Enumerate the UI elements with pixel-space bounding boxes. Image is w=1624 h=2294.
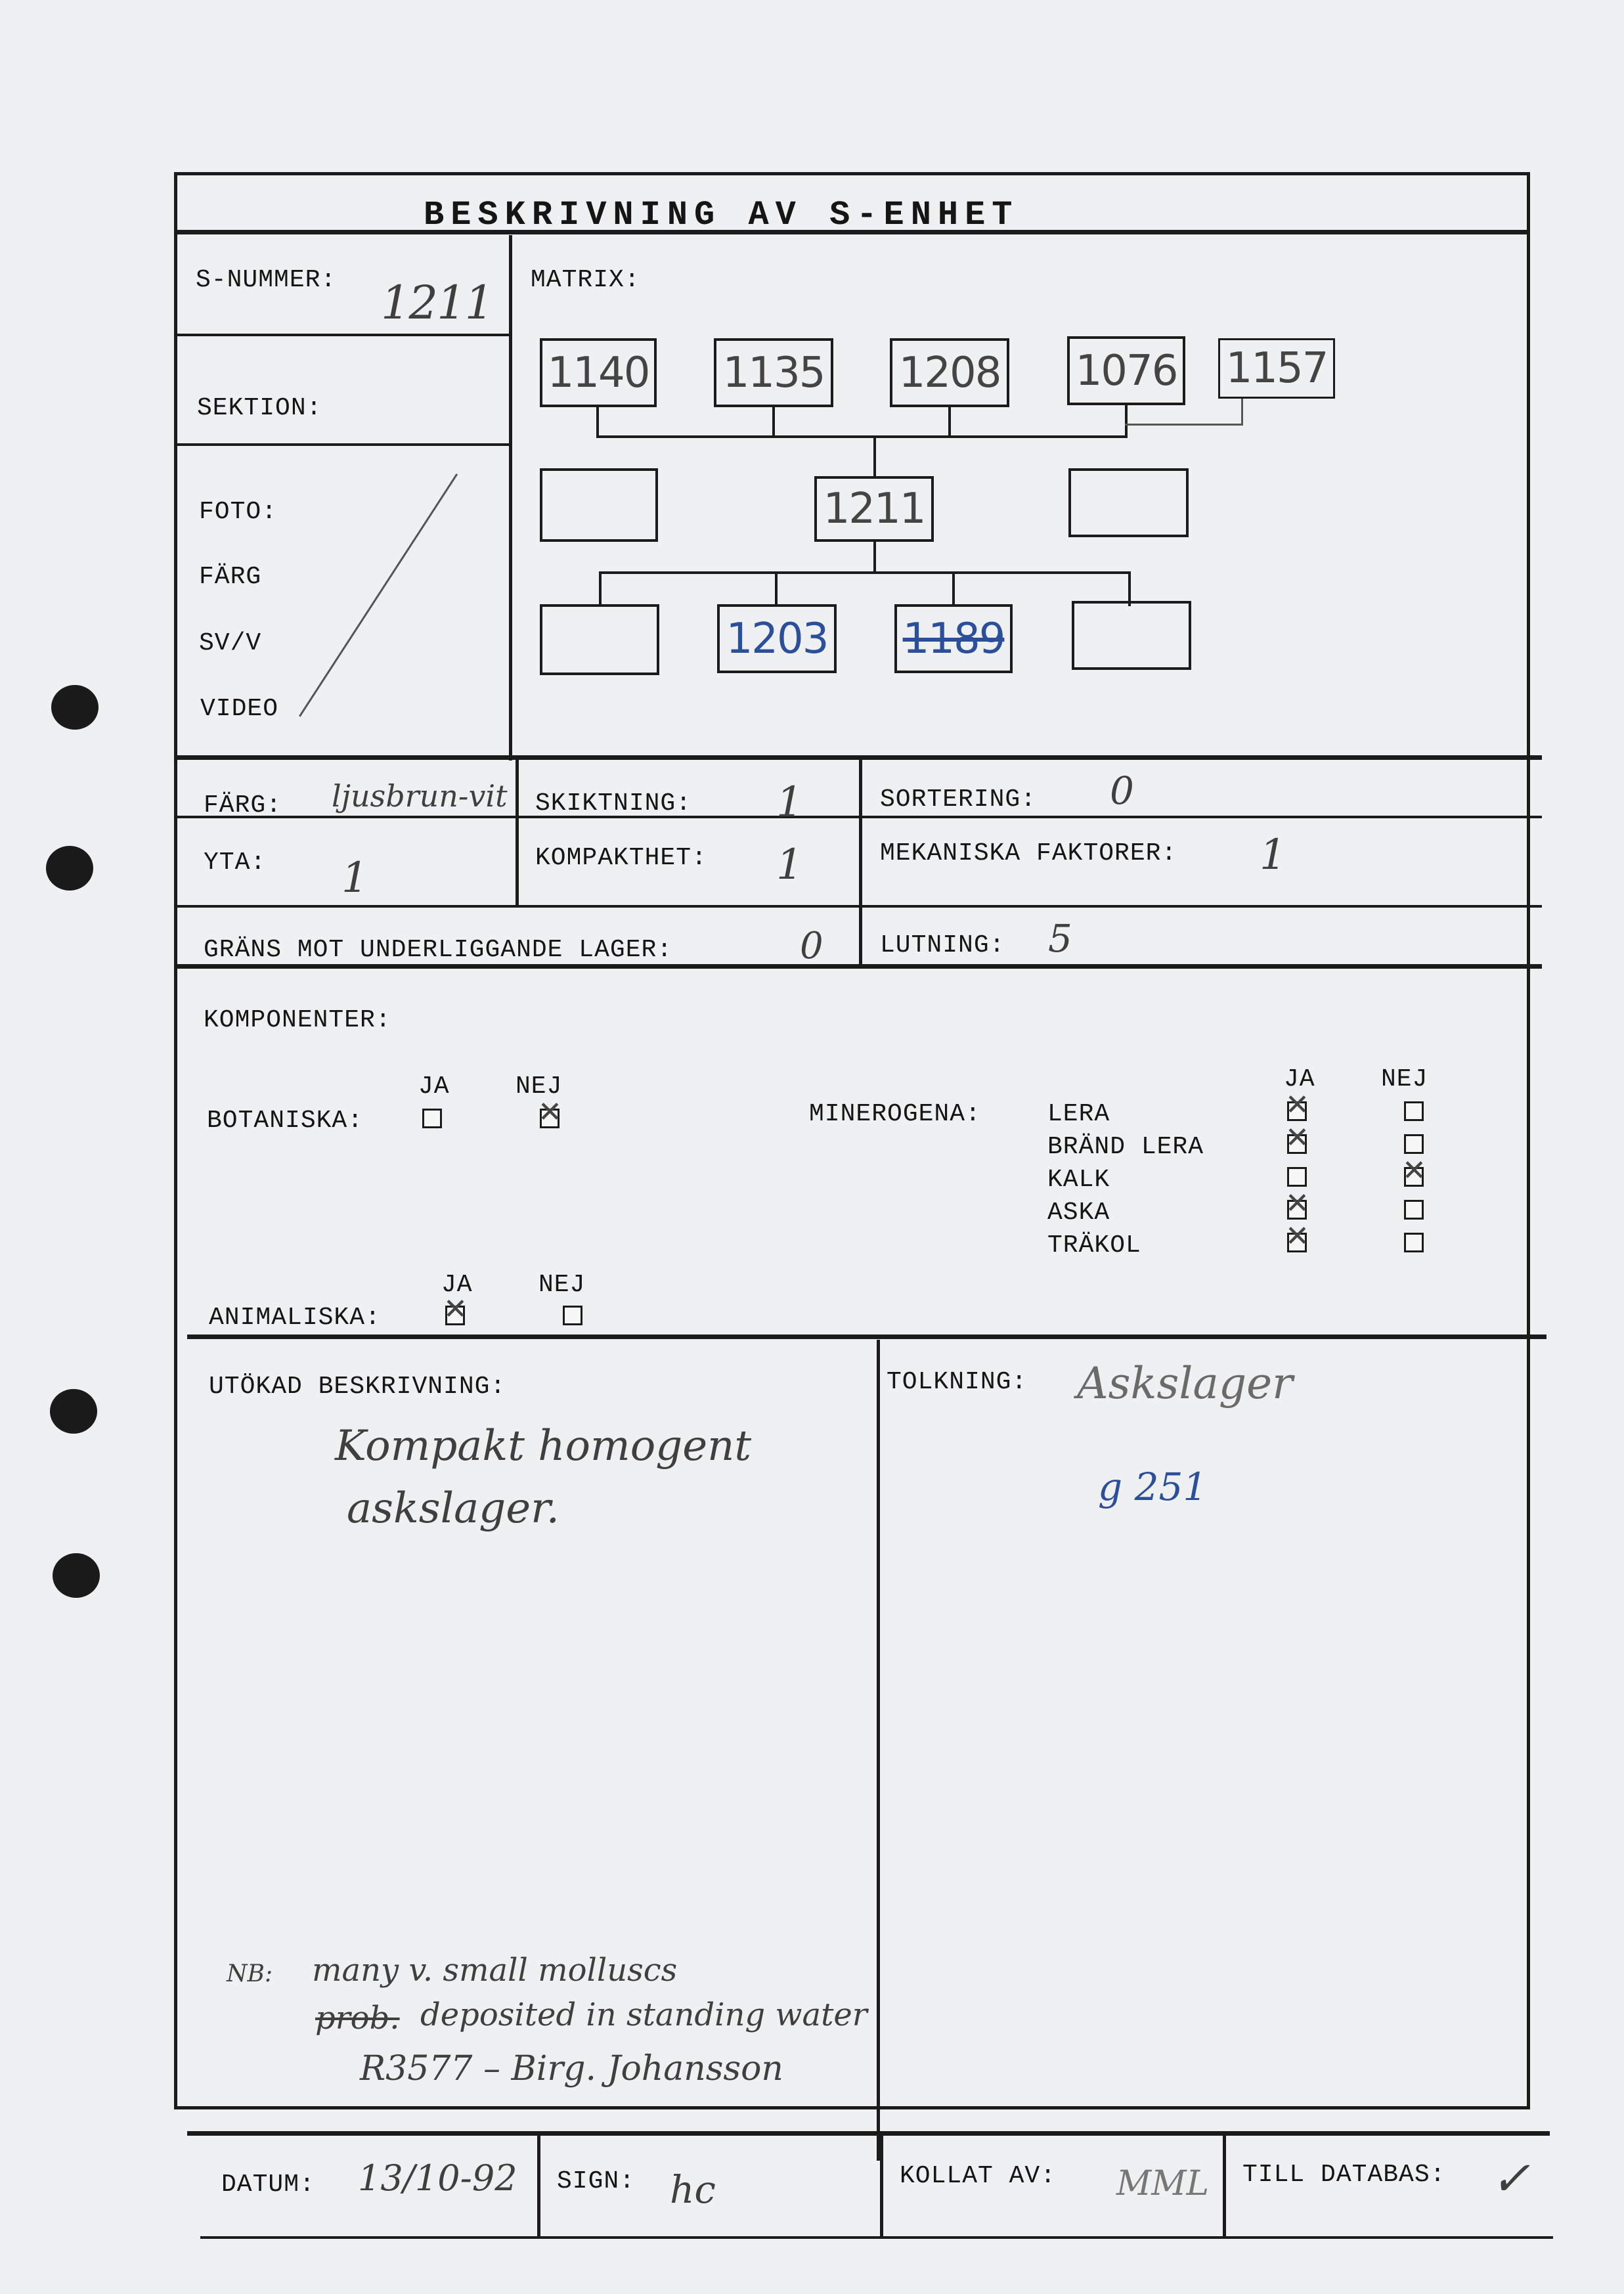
minerogena-item-label: KALK: [1047, 1166, 1110, 1194]
kompakthet-label: KOMPAKTHET:: [535, 844, 707, 872]
matrix-bottom-value: 1189: [902, 614, 1005, 663]
brand-lera-nej-checkbox[interactable]: [1404, 1134, 1424, 1154]
tolkning-label: TOLKNING:: [887, 1368, 1028, 1396]
yta-value[interactable]: 1: [341, 854, 368, 902]
animaliska-nej-checkbox[interactable]: [563, 1306, 582, 1325]
trakol-ja-checkbox[interactable]: [1285, 1220, 1309, 1253]
tolkning-ref[interactable]: g 251: [1098, 1465, 1208, 1509]
animaliska-nej-header: NEJ: [538, 1271, 586, 1299]
lutning-label: LUTNING:: [880, 931, 1005, 960]
divider: [187, 1334, 1547, 1339]
form-title: BESKRIVNING AV S-ENHET: [424, 196, 1019, 234]
check-mark-icon: ✕: [443, 1292, 468, 1326]
punch-hole: [46, 846, 93, 891]
mekaniska-value[interactable]: 1: [1260, 831, 1286, 879]
matrix-current-box[interactable]: 1211: [814, 476, 934, 542]
lera-ja-checkbox[interactable]: [1285, 1088, 1309, 1122]
connector: [1125, 424, 1243, 426]
animaliska-label: ANIMALISKA:: [209, 1304, 381, 1332]
video-label: VIDEO: [200, 695, 279, 723]
divider: [877, 1340, 880, 2161]
connector: [1241, 399, 1243, 425]
check-mark-icon: ✕: [1285, 1088, 1309, 1122]
connector: [596, 407, 599, 437]
matrix-top-box[interactable]: 1076: [1067, 336, 1185, 405]
check-mark-icon: ✕: [1285, 1220, 1309, 1253]
connector: [1125, 405, 1128, 437]
note-line-2[interactable]: deposited in standing water: [420, 1996, 867, 2033]
matrix-top-box[interactable]: 1135: [714, 338, 833, 407]
divider: [200, 2236, 1553, 2239]
sortering-value[interactable]: 0: [1110, 768, 1134, 813]
divider: [509, 235, 512, 761]
note-line-3[interactable]: R3577 – Birg. Johansson: [360, 2049, 783, 2088]
divider: [880, 2136, 883, 2238]
divider: [516, 760, 519, 906]
minerogena-item-label: LERA: [1047, 1100, 1110, 1128]
s-nummer-label: S-NUMMER:: [196, 266, 337, 294]
matrix-bottom-box[interactable]: [894, 604, 1013, 673]
aska-nej-checkbox[interactable]: [1404, 1200, 1424, 1220]
matrix-middle-box[interactable]: [540, 468, 658, 542]
connector: [873, 542, 876, 573]
kompakthet-value[interactable]: 1: [776, 841, 803, 889]
kollat-value[interactable]: MML: [1116, 2164, 1210, 2203]
brand-lera-ja-checkbox[interactable]: [1285, 1121, 1309, 1155]
mekaniska-label: MEKANISKA FAKTORER:: [880, 839, 1177, 868]
divider: [187, 2131, 1550, 2136]
komponenter-label: KOMPONENTER:: [204, 1006, 391, 1034]
divider: [177, 755, 1542, 760]
farg-value[interactable]: ljusbrun-vit: [332, 778, 508, 814]
botaniska-nej-checkbox[interactable]: [538, 1095, 562, 1129]
check-mark-icon: ✕: [1285, 1187, 1309, 1220]
sign-value[interactable]: hc: [670, 2167, 716, 2212]
utokad-label: UTÖKAD BESKRIVNING:: [209, 1373, 506, 1401]
matrix-top-box[interactable]: 1140: [540, 338, 657, 407]
divider: [537, 2136, 540, 2238]
sektion-label: SEKTION:: [197, 394, 322, 422]
botaniska-ja-header: JA: [418, 1072, 450, 1101]
note-struck: prob.: [315, 2000, 400, 2037]
matrix-bottom-box[interactable]: [540, 604, 659, 675]
databas-label: TILL DATABAS:: [1242, 2161, 1446, 2189]
note-line-1[interactable]: many v. small molluscs: [312, 1952, 678, 1989]
form-frame: [174, 172, 1530, 2109]
punch-hole: [51, 685, 99, 730]
punch-hole: [53, 1553, 100, 1598]
matrix-top-box[interactable]: 1208: [890, 338, 1009, 407]
connector: [873, 437, 876, 477]
minerogena-ja-header: JA: [1284, 1065, 1315, 1093]
aska-ja-checkbox[interactable]: [1285, 1187, 1309, 1220]
connector: [599, 571, 1131, 574]
sortering-label: SORTERING:: [880, 785, 1037, 814]
connector: [952, 571, 955, 606]
connector: [599, 571, 602, 606]
lera-nej-checkbox[interactable]: [1404, 1101, 1424, 1121]
s-nummer-value[interactable]: 1211: [381, 276, 493, 330]
matrix-middle-box[interactable]: [1068, 468, 1189, 537]
connector: [775, 571, 778, 606]
botaniska-ja-checkbox[interactable]: [422, 1109, 442, 1128]
divider: [859, 760, 862, 967]
connector: [948, 407, 951, 437]
skiktning-label: SKIKTNING:: [535, 789, 692, 818]
databas-check[interactable]: ✓: [1491, 2151, 1531, 2206]
matrix-extra-box[interactable]: 1157: [1218, 338, 1335, 399]
svv-label: SV/V: [199, 629, 262, 657]
utokad-line-1[interactable]: Kompakt homogent: [335, 1422, 752, 1470]
trakol-nej-checkbox[interactable]: [1404, 1233, 1424, 1252]
farg-label: FÄRG:: [204, 791, 282, 820]
animaliska-ja-checkbox[interactable]: [443, 1292, 468, 1326]
connector: [772, 407, 775, 437]
matrix-bottom-box[interactable]: 1203: [717, 604, 837, 673]
kalk-ja-checkbox[interactable]: [1287, 1167, 1307, 1187]
check-mark-icon: ✕: [1402, 1154, 1426, 1187]
minerogena-item-label: ASKA: [1047, 1199, 1110, 1227]
divider: [1223, 2136, 1226, 2238]
grans-label: GRÄNS MOT UNDERLIGGANDE LAGER:: [204, 936, 673, 964]
minerogena-item-label: BRÄND LERA: [1047, 1133, 1204, 1161]
punch-hole: [50, 1389, 97, 1434]
grans-value[interactable]: 0: [800, 925, 823, 967]
matrix-bottom-box[interactable]: [1072, 601, 1191, 670]
skiktning-value[interactable]: 1: [776, 778, 803, 827]
divider: [177, 334, 511, 336]
kalk-nej-checkbox[interactable]: [1402, 1154, 1426, 1187]
animaliska-ja-header: JA: [441, 1271, 473, 1299]
foto-label: FOTO:: [199, 498, 278, 526]
matrix-label: MATRIX:: [531, 266, 640, 294]
datum-value[interactable]: 13/10-92: [358, 2157, 517, 2199]
minerogena-nej-header: NEJ: [1381, 1065, 1428, 1093]
botaniska-label: BOTANISKA:: [207, 1107, 364, 1135]
utokad-line-2[interactable]: askslager.: [347, 1484, 560, 1533]
datum-label: DATUM:: [221, 2171, 315, 2199]
yta-label: YTA:: [204, 849, 267, 877]
title-divider: [177, 230, 1529, 234]
farg-photo-label: FÄRG: [199, 563, 262, 591]
minerogena-label: MINEROGENA:: [809, 1100, 981, 1128]
sign-label: SIGN:: [557, 2167, 636, 2195]
note-nb: NB:: [227, 1960, 273, 1987]
tolkning-value[interactable]: Askslager: [1077, 1358, 1293, 1409]
divider: [177, 443, 511, 446]
kollat-label: KOLLAT AV:: [900, 2162, 1057, 2190]
check-mark-icon: ✕: [1285, 1121, 1309, 1155]
lutning-value[interactable]: 5: [1048, 916, 1072, 961]
check-mark-icon: ✕: [538, 1095, 562, 1129]
connector: [596, 435, 1128, 438]
minerogena-item-label: TRÄKOL: [1047, 1231, 1141, 1260]
botaniska-nej-header: NEJ: [516, 1072, 563, 1101]
